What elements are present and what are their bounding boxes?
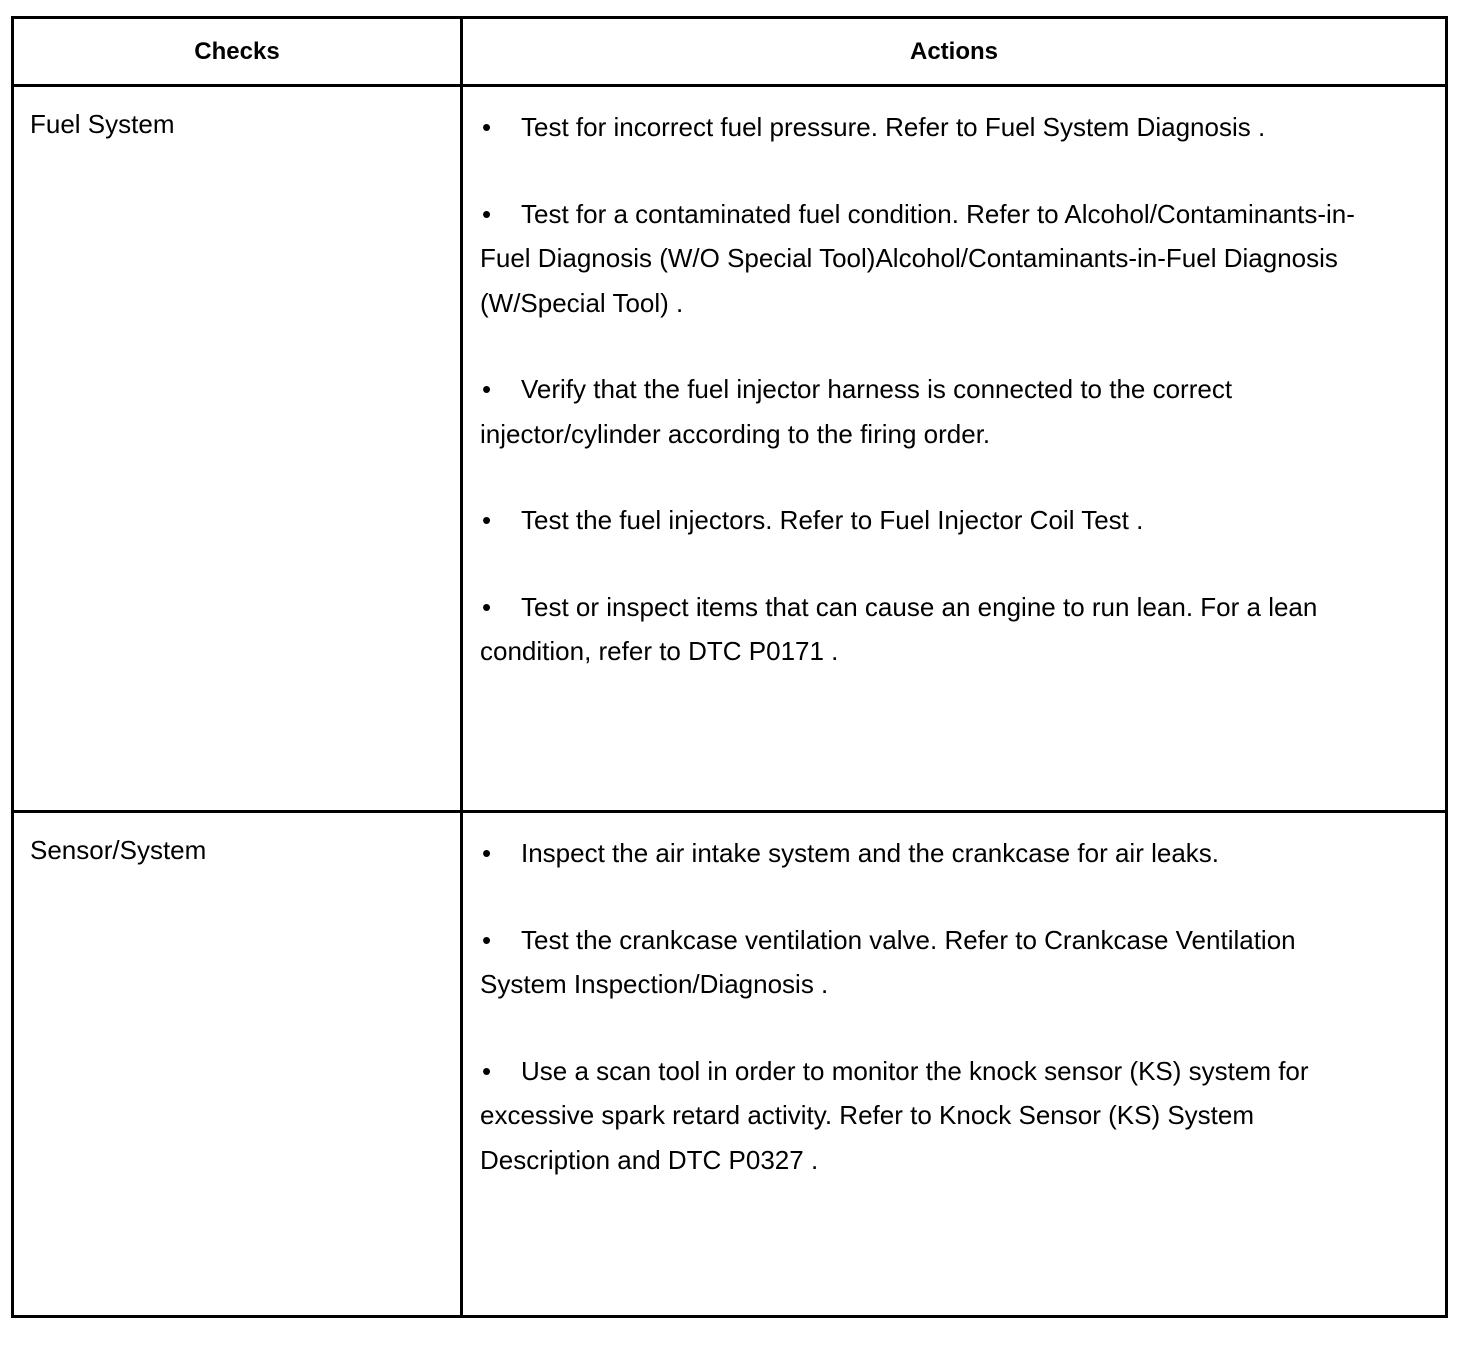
- checks-cell: [14, 87, 463, 810]
- action-text: Test the fuel injectors. Refer to Fuel Injector Coil Test .: [521, 505, 1144, 535]
- action-text: Test for incorrect fuel pressure. Refer to Fuel System Diagnosis .: [521, 112, 1266, 142]
- diagnostic-table: [11, 16, 1448, 1318]
- action-item: [480, 192, 1360, 326]
- action-text: Test the crankcase ventilation valve. Refer to Crankcase Ventilation System Inspection/Diagnosis .: [480, 924, 1296, 999]
- action-text: Test or inspect items that can cause an engine to run lean. For a lean condition, refer to DTC P0171 .: [480, 591, 1318, 666]
- checks-cell: [14, 813, 463, 1318]
- check-label: Sensor/System: [30, 835, 207, 865]
- action-text: Use a scan tool in order to monitor the knock sensor (KS) system for excessive spark retard activity. Refer to Knock Sensor (KS) System Description and DTC P0327 .: [480, 1055, 1309, 1175]
- bullet-icon: •: [482, 1055, 492, 1086]
- action-item: [480, 1049, 1360, 1183]
- action-item: [480, 105, 1360, 150]
- action-text: Inspect the air intake system and the crankcase for air leaks.: [521, 838, 1220, 868]
- bullet-icon: •: [482, 924, 492, 955]
- header-actions: Actions: [909, 37, 998, 65]
- action-item: [480, 831, 1360, 876]
- action-list: [480, 831, 1360, 1224]
- action-text: Verify that the fuel injector harness is connected to the correct injector/cylinder according to the firing order.: [480, 374, 1233, 449]
- action-text: Test for a contaminated fuel condition. Refer to Alcohol/Contaminants-in-Fuel Diagnosis (W/O Special Tool)Alcohol/Contaminants-in-Fuel Diagnosis (W/Special Tool) .: [480, 198, 1355, 318]
- action-item: [480, 918, 1360, 1007]
- bullet-icon: •: [482, 198, 492, 229]
- table-row: [14, 87, 1445, 813]
- bullet-icon: •: [482, 505, 492, 535]
- actions-cell: [463, 813, 1445, 1318]
- header-checks: Checks: [14, 19, 463, 84]
- actions-cell: [463, 87, 1445, 810]
- action-item: [480, 498, 1360, 543]
- bullet-icon: •: [482, 591, 492, 622]
- action-item: [480, 585, 1360, 674]
- bullet-icon: •: [482, 374, 492, 404]
- check-label: Fuel System: [30, 109, 175, 139]
- table-header-row: [14, 19, 1445, 87]
- action-item: [480, 367, 1360, 456]
- table-row: [14, 813, 1445, 1318]
- bullet-icon: •: [482, 838, 492, 868]
- bullet-icon: •: [482, 112, 492, 142]
- action-list: [480, 105, 1360, 716]
